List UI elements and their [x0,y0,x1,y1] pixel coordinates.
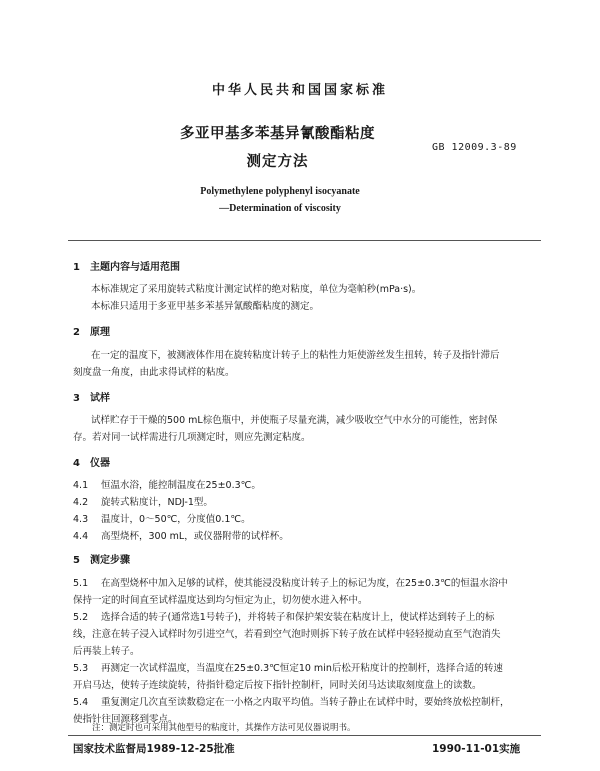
section-1-heading [73,258,180,273]
item-number: 5.3 [73,663,89,674]
item-text: 高型烧杯，300 mL，或仪器附带的试样杯。 [101,531,289,542]
section-number: 4 [73,458,80,469]
step-5-2-line-1 [73,609,494,623]
section-title: 主题内容与适用范围 [90,262,180,273]
section-title: 测定步骤 [90,555,130,566]
note-text: 注：测定时也可采用其他型号的粘度计，其操作方法可见仪器说明书。 [92,723,356,733]
item-number: 5.4 [73,697,89,708]
section-5-heading [73,551,130,566]
step-5-4-line-1 [73,694,510,708]
item-number: 4.2 [73,497,89,508]
list-item [73,511,251,525]
standard-org-heading: 中华人民共和国国家标准 [211,83,388,98]
title-en-line-2: —Determination of viscosity [219,203,341,214]
item-number: 5.1 [73,578,89,589]
section-title: 试样 [90,393,110,404]
section-3-line-1: 试样贮存于干燥的500 mL棕色瓶中，并使瓶子尽量充满，减少吸收空气中水分的可能性，密封保 [91,415,498,426]
list-item [73,477,261,491]
step-5-3-line-1 [73,660,503,674]
step-5-2-line-2: 线，注意在转子浸入试样时勿引进空气，若看到空气泡时则拆下转子放在试样中轻轻搅动直至气泡消失 [73,629,501,640]
title-en [0,183,600,217]
item-number: 5.2 [73,612,89,623]
title-en-line-1: Polymethylene polyphenyl isocyanate [200,186,360,197]
item-text: 在高型烧杯中加入足够的试样，使其能浸没粘度计转子上的标记为度，在25±0.3℃的恒温水浴中 [101,578,508,589]
step-5-4-line-2: 使指针往回源移到零点。 [73,714,178,725]
section-2-line-1: 在一定的温度下，被测液体作用在旋转粘度计转子上的粘性力矩使游丝发生扭转，转子及指针滞后 [91,350,500,361]
approval-line: 国家技术监督局1989-12-25批准 [73,743,235,755]
section-number: 2 [73,327,80,338]
bottom-rule [68,735,541,736]
section-1-paragraph-2: 本标准只适用于多亚甲基多苯基异氰酸酯粘度的测定。 [91,301,320,312]
section-4-heading [73,454,110,469]
section-number: 1 [73,262,80,273]
section-title: 仪器 [90,458,110,469]
item-number: 4.4 [73,531,89,542]
list-item [73,528,289,542]
title-zh-line-2: 测定方法 [246,154,309,170]
implementation-date: 1990-11-01实施 [432,743,521,755]
item-text: 重复测定几次直至读数稳定在一小格之内取平均值。当转子静止在试样中时，要始终放松控制杆， [101,697,510,708]
item-number: 4.3 [73,514,89,525]
title-zh-line-1: 多亚甲基多苯基异氰酸酯粘度 [180,126,375,142]
section-3-heading [73,389,110,404]
top-rule [68,240,541,241]
section-1-paragraph-1: 本标准规定了采用旋转式粘度计测定试样的绝对粘度，单位为毫帕秒(mPa·s)。 [91,284,422,295]
section-number: 5 [73,555,80,566]
list-item [73,494,213,508]
section-3-line-2: 存。若对同一试样需进行几项测定时，则应先测定粘度。 [73,432,311,443]
section-2-line-2: 刻度盘一角度，由此求得试样的粘度。 [73,367,235,378]
item-number: 4.1 [73,480,89,491]
step-5-1-line-2: 保持一定的时间直至试样温度达到均匀恒定为止，切勿使水进入杯中。 [73,595,368,606]
step-5-2-line-3: 后再装上转子。 [73,646,140,657]
section-number: 3 [73,393,80,404]
item-text: 恒温水浴，能控制温度在25±0.3℃。 [101,480,261,491]
section-2-heading [73,323,110,338]
item-text: 选择合适的转子(通常选1号转子)，并将转子和保护架安装在粘度计上，使试样达到转子上的标 [101,612,495,623]
item-text: 再测定一次试样温度，当温度在25±0.3℃恒定10 min后松开粘度计的控制杆，选择合适的转速 [101,663,503,674]
section-title: 原理 [90,327,110,338]
item-text: 旋转式粘度计，NDJ-1型。 [101,497,213,508]
item-text: 温度计，0～50℃，分度值0.1℃。 [101,514,251,525]
step-5-1-line-1 [73,575,508,589]
step-5-3-line-2: 开启马达，使转子连续旋转，待指针稳定后按下指针控制杆，同时关闭马达读取刻度盘上的读数。 [73,680,482,691]
standard-code: GB 12009.3-89 [432,142,517,153]
